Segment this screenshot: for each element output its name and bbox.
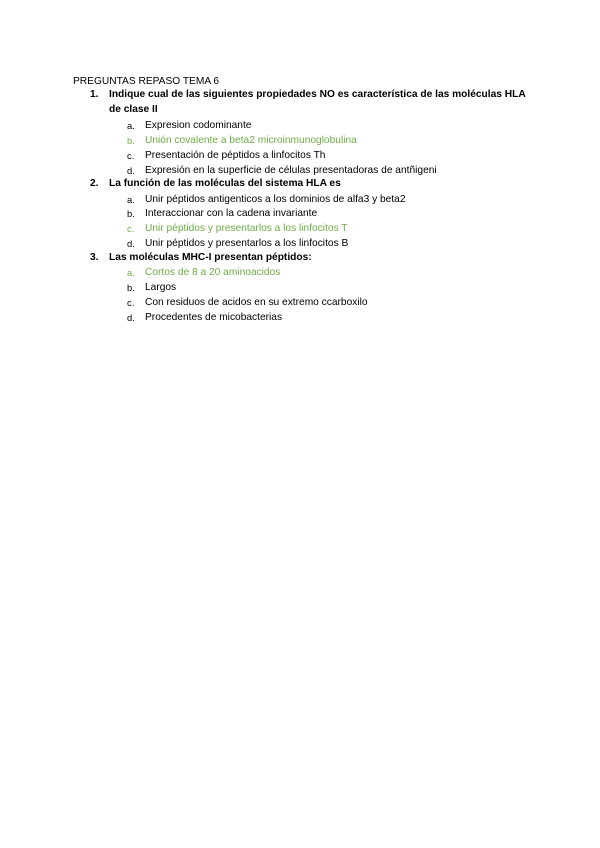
option-2c (0, 221, 600, 236)
option-1d (0, 163, 600, 178)
question-number: 1. (90, 89, 99, 100)
option-letter: c. (127, 223, 135, 234)
question-number: 3. (90, 252, 99, 263)
option-letter: d. (127, 238, 135, 249)
option-3b (0, 280, 600, 295)
option-text: Con residuos de acidos en su extremo ccarboxilo (145, 297, 368, 308)
option-3d (0, 310, 600, 325)
option-text: Unir péptidos y presentarlos a los linfocitos T (145, 223, 348, 234)
document-title: PREGUNTAS REPASO TEMA 6 (73, 76, 220, 87)
option-letter: a. (127, 194, 135, 205)
option-3a (0, 265, 600, 280)
option-text: Interaccionar con la cadena invariante (145, 208, 318, 219)
option-letter: b. (127, 135, 135, 146)
option-text: Unión covalente a beta2 microinmunoglobulina (145, 135, 357, 146)
option-text: Cortos de 8 a 20 aminoacidos (145, 267, 281, 278)
option-1c (0, 148, 600, 163)
question-text: Indique cual de las siguientes propiedades NO es característica de las moléculas HLA de clase II (109, 89, 526, 115)
option-letter: b. (127, 208, 135, 219)
option-letter: c. (127, 297, 135, 308)
option-3c (0, 295, 600, 310)
option-text: Presentación de péptidos a linfocitos Th (145, 150, 326, 161)
option-1b (0, 133, 600, 148)
option-2d (0, 236, 600, 251)
option-1a (0, 118, 600, 133)
option-2b (0, 206, 600, 221)
option-letter: c. (127, 150, 135, 161)
option-text: Procedentes de micobacterias (145, 312, 283, 323)
option-text: Expresión en la superficie de células presentadoras de antñigeni (145, 165, 437, 176)
option-letter: d. (127, 165, 135, 176)
option-letter: a. (127, 120, 135, 131)
option-text: Unir péptidos antigenticos a los dominios de alfa3 y beta2 (145, 194, 406, 205)
option-letter: d. (127, 312, 135, 323)
option-text: Largos (145, 282, 177, 293)
option-letter: b. (127, 282, 135, 293)
question-text: La función de las moléculas del sistema HLA es (109, 178, 341, 189)
option-text: Expresion codominante (145, 120, 252, 131)
option-2a (0, 192, 600, 207)
question-number: 2. (90, 178, 99, 189)
question-text: Las moléculas MHC-I presentan péptidos: (109, 252, 312, 263)
option-text: Unir péptidos y presentarlos a los linfocitos B (145, 238, 349, 249)
option-letter: a. (127, 267, 135, 278)
